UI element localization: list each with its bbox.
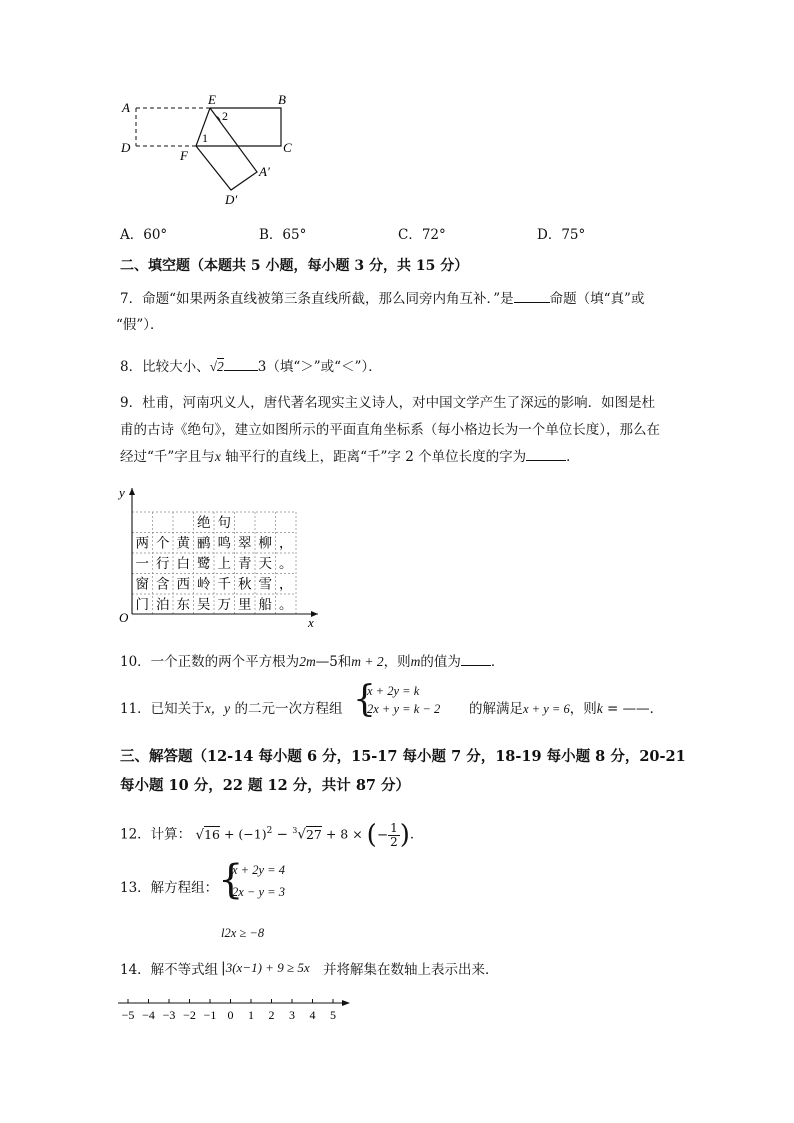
choice-a[interactable]: A．60° xyxy=(120,227,168,243)
section-2-title: 二、填空题（本题共 5 小题，每小题 3 分，共 15 分） xyxy=(120,258,469,274)
number-line-tick-label: 0 xyxy=(227,1008,234,1022)
sqrt-sign-icon: √ xyxy=(209,359,218,374)
q11-tail: 的解满足x + y = 6，则k = ——． xyxy=(469,701,664,717)
poem-char: 泊 xyxy=(156,597,170,612)
q14-ineq-1: l2x ≥ −8 xyxy=(221,926,265,940)
x-axis-label: x xyxy=(308,615,314,630)
number-line-tick-label: −3 xyxy=(162,1008,176,1022)
q7-text-b: 命题（填“真”或 xyxy=(549,291,645,307)
question-11: 11．已知关于x，y 的二元一次方程组 xyxy=(120,701,343,717)
label-D-prime: D′ xyxy=(225,192,238,207)
origin-label: O xyxy=(119,610,129,625)
sqrt-sign-icon: √ xyxy=(195,826,205,843)
q8-answer-blank[interactable] xyxy=(224,358,258,371)
number-line-tick-label: 1 xyxy=(248,1008,254,1022)
folding-figure xyxy=(112,88,302,210)
q14-tail: 并将解集在数轴上表示出来． xyxy=(323,962,499,978)
number-line-tick-label: −1 xyxy=(203,1008,217,1022)
brace-fragment-icon: | xyxy=(221,960,226,976)
question-7 xyxy=(120,287,644,307)
poem-char: 雪 xyxy=(258,576,272,592)
number-line-tick-label: −5 xyxy=(121,1008,135,1022)
question-14: 14．解不等式组 xyxy=(120,962,219,978)
paren-fraction: (− $\frac{1}{2}$ ) xyxy=(366,820,410,850)
label-A-prime: A′ xyxy=(259,164,270,179)
left-brace-icon: { xyxy=(218,857,244,903)
poem-char: 句 xyxy=(217,515,231,530)
number-line-tick-label: 3 xyxy=(289,1008,295,1022)
question-8 xyxy=(120,355,382,375)
poem-char: 一 xyxy=(135,556,149,571)
question-13: 13．解方程组： xyxy=(120,880,219,896)
q9-answer-blank[interactable] xyxy=(526,448,566,461)
sqrt-16: √16 xyxy=(195,826,220,843)
poem-char: 两 xyxy=(135,535,149,551)
q7-line-2: “假”）． xyxy=(116,317,164,333)
y-axis-label: y xyxy=(119,485,125,500)
cbrt-sign-icon: √ xyxy=(297,826,306,843)
number-line-tick-label: 5 xyxy=(330,1008,336,1022)
poem-char: 鹂 xyxy=(197,535,211,551)
poem-char: 岭 xyxy=(197,576,211,592)
poem-coordinate-grid xyxy=(112,480,328,630)
poem-char: 含 xyxy=(156,576,170,592)
poem-char: 。 xyxy=(279,556,293,571)
poem-char: 鹭 xyxy=(197,556,211,571)
poem-char: 天 xyxy=(258,556,272,571)
label-A: A xyxy=(122,100,130,115)
q9-line-3: 经过“千”字且与x 轴平行的直线上，距离“千”字 2 个单位长度的字为 ． xyxy=(120,449,580,465)
section-3-title-line-2: 每小题 10 分，22 题 12 分，共计 87 分） xyxy=(120,777,411,794)
poem-char: 里 xyxy=(238,597,252,612)
poem-char: ， xyxy=(279,535,293,551)
choice-c[interactable]: C．72° xyxy=(398,227,446,243)
poem-char: 白 xyxy=(176,556,190,571)
poem-char: 吴 xyxy=(197,597,211,612)
q6-choices xyxy=(120,223,585,243)
number-line-tick-label: 2 xyxy=(268,1008,275,1022)
poem-char: 青 xyxy=(238,556,252,571)
label-D: D xyxy=(121,140,131,155)
poem-char: 柳 xyxy=(258,535,272,551)
label-E: E xyxy=(208,92,216,107)
label-C: C xyxy=(283,140,292,155)
number-line-tick-label: −2 xyxy=(183,1008,196,1022)
choice-d[interactable]: D．75° xyxy=(537,227,586,243)
q8-text-b: 3（填“＞”或“＜”）． xyxy=(257,359,382,375)
choice-b[interactable]: B．65° xyxy=(259,227,307,243)
label-F: F xyxy=(180,148,188,163)
left-brace-icon: { xyxy=(353,679,376,720)
poem-char: 万 xyxy=(217,597,231,612)
poem-char: ， xyxy=(279,576,293,592)
poem-char: 船 xyxy=(258,597,272,612)
poem-char: 鸣 xyxy=(217,535,231,551)
q14-ineq-2: |3(x−1) + 9 ≥ 5x xyxy=(221,960,310,976)
poem-char: 西 xyxy=(176,576,190,592)
poem-char: 千 xyxy=(217,576,231,592)
angle-label-1: 1 xyxy=(202,131,208,145)
question-10: 10．一个正数的两个平方根为2m—5和m + 2，则m的值为 ． xyxy=(120,654,505,670)
question-12: 12．计算： $√16 + (-1)^2 - ^3√27 + 8$ × (− $\frac{1}{2}$ )． xyxy=(120,820,424,850)
poem-char: 黄 xyxy=(176,535,190,551)
q8-sqrt: √2 xyxy=(209,359,224,374)
poem-char: 翠 xyxy=(238,535,252,551)
section-3-title-line-1: 三、解答题（12-14 每小题 6 分，15-17 每小题 7 分，18-19 每小题 8 分，20-21 xyxy=(120,748,686,765)
poem-char: 行 xyxy=(156,556,170,571)
number-line-tick-label: 4 xyxy=(309,1008,316,1022)
q9-line-1: 9．杜甫，河南巩义人，唐代著名现实主义诗人，对中国文学产生了深远的影响．如图是杜 xyxy=(120,395,656,411)
poem-char: 上 xyxy=(217,556,231,571)
poem-char: 东 xyxy=(176,597,190,612)
number-line-tick-label: −4 xyxy=(142,1008,155,1022)
number-line xyxy=(112,990,362,1026)
q8-text-a: 8．比较大小、 xyxy=(120,359,210,375)
q7-answer-blank[interactable] xyxy=(514,290,550,303)
poem-char: 。 xyxy=(279,597,293,612)
poem-char: 门 xyxy=(135,597,149,612)
angle-label-2: 2 xyxy=(222,109,228,123)
poem-char: 窗 xyxy=(135,576,149,592)
q10-answer-blank[interactable] xyxy=(461,653,491,666)
poem-char: 秋 xyxy=(238,576,252,592)
poem-char: 个 xyxy=(156,535,170,551)
poem-char: 绝 xyxy=(197,515,211,530)
q9-line-2: 甫的古诗《绝句》，建立如图所示的平面直角坐标系（每小格边长为一个单位长度），那么在 xyxy=(120,422,660,438)
q7-text-a: 7．命题“如果两条直线被第三条直线所截，那么同旁内角互补．”是 xyxy=(120,291,514,307)
label-B: B xyxy=(278,92,286,107)
